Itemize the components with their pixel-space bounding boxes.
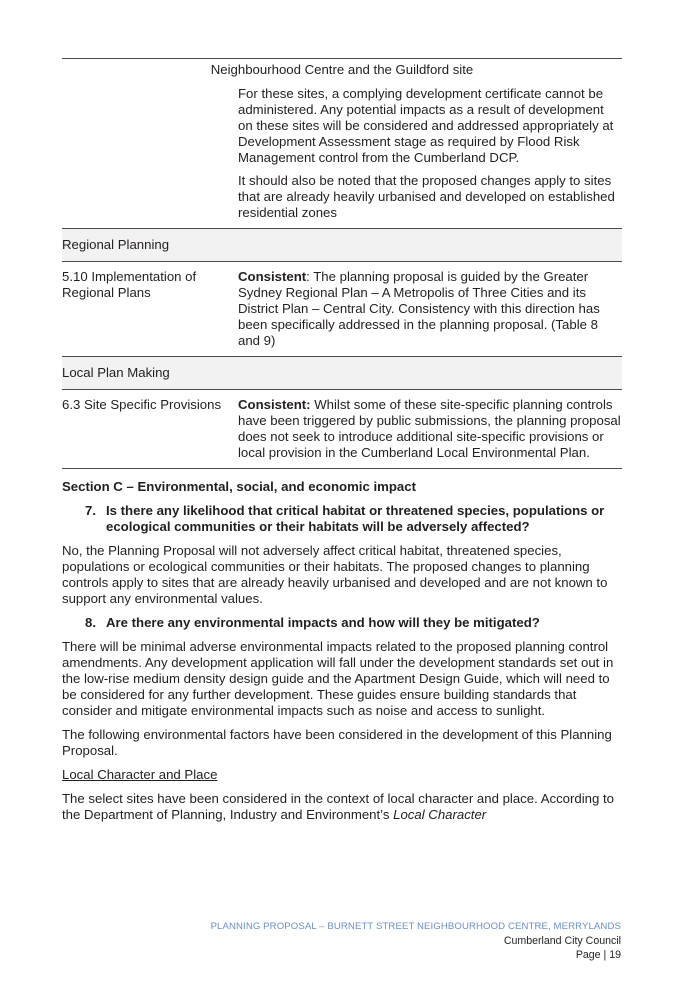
question-7	[62, 503, 622, 535]
table-row	[62, 262, 622, 357]
local-character-text: The select sites have been considered in the context of local character and place. According to the Department of Planning, Industry and Environment’s	[62, 791, 615, 822]
answer-8: There will be minimal adverse environmental impacts related to the proposed planning control amendments. Any development application will fall under the development standards set out in the low-rise medium density design guide and the Apartment Design Guide, which will need to be considered for any further development. These guides ensure building standards that consider and mitigate environmental impacts such as noise and access to sunlight.	[62, 639, 614, 718]
table-cell-empty	[62, 79, 238, 228]
table-cell-text	[238, 390, 622, 468]
footer-council: Cumberland City Council	[503, 935, 621, 947]
table-section-regional: Regional Planning	[62, 229, 622, 262]
local-character-heading: Local Character and Place	[62, 767, 218, 782]
question-number: 7.	[85, 503, 96, 518]
table-cell-label: 5.10 Implementation of Regional Plans	[62, 269, 197, 300]
factors-paragraph: The following environmental factors have been considered in the development of this Planning Proposal.	[62, 727, 612, 758]
table-row	[62, 390, 622, 469]
local-character-italic: Local Character	[393, 807, 487, 822]
question-number: 8.	[85, 615, 96, 630]
answer-7: No, the Planning Proposal will not adversely affect critical habitat, threatened species, populations or ecological communities or their habitats. The proposed changes to planning controls apply to sites that are already heavily urbanised and developed and are not known to support any environmental values.	[62, 543, 608, 606]
local-character-paragraph	[62, 791, 622, 823]
consistent-label: Consistent	[238, 269, 307, 284]
footer-page-number: Page | 19	[575, 949, 621, 961]
question-text: Are there any environmental impacts and how will they be mitigated?	[106, 615, 540, 630]
table-cell-text	[238, 79, 622, 228]
table-continued-line: Neighbourhood Centre and the Guildford site	[210, 62, 474, 77]
document-page	[62, 58, 622, 823]
local-text: Whilst some of these site-specific planning controls have been triggered by public submissions, the planning proposal does not seek to introduce additional site-specific provisions or local provision in the Cumberland Local Environmental Plan.	[238, 397, 621, 460]
footer-title: PLANNING PROPOSAL – BURNETT STREET NEIGHBOURHOOD CENTRE, MERRYLANDS	[210, 921, 621, 932]
flood-paragraph: For these sites, a complying development certificate cannot be administered. Any potential impacts as a result of development on these sites will be considered and addressed appropriately at Development Assessment stage as required by Flood Risk Management control from the Cumberland DCP.	[238, 86, 614, 165]
table-section-local: Local Plan Making	[62, 357, 622, 390]
consistent-label: Consistent:	[238, 397, 311, 412]
table-row	[62, 79, 622, 229]
question-8	[62, 615, 622, 631]
question-text: Is there any likelihood that critical habitat or threatened species, populations or ecological communities or their habitats will be adversely affected?	[106, 503, 605, 534]
page-footer	[211, 920, 621, 962]
table-cell-label: 6.3 Site Specific Provisions	[62, 397, 222, 412]
table-cell-text	[238, 262, 622, 356]
regional-text: : The planning proposal is guided by the Greater Sydney Regional Plan – A Metropolis of Three Cities and its District Plan – Central City. Consistency with this direction has been specifically addressed in the planning proposal. (Table 8 and 9)	[238, 269, 600, 348]
section-c-heading: Section C – Environmental, social, and economic impact	[62, 479, 416, 494]
urbanised-paragraph: It should also be noted that the proposed changes apply to sites that are already heavily urbanised and developed on established residential zones	[238, 173, 615, 220]
